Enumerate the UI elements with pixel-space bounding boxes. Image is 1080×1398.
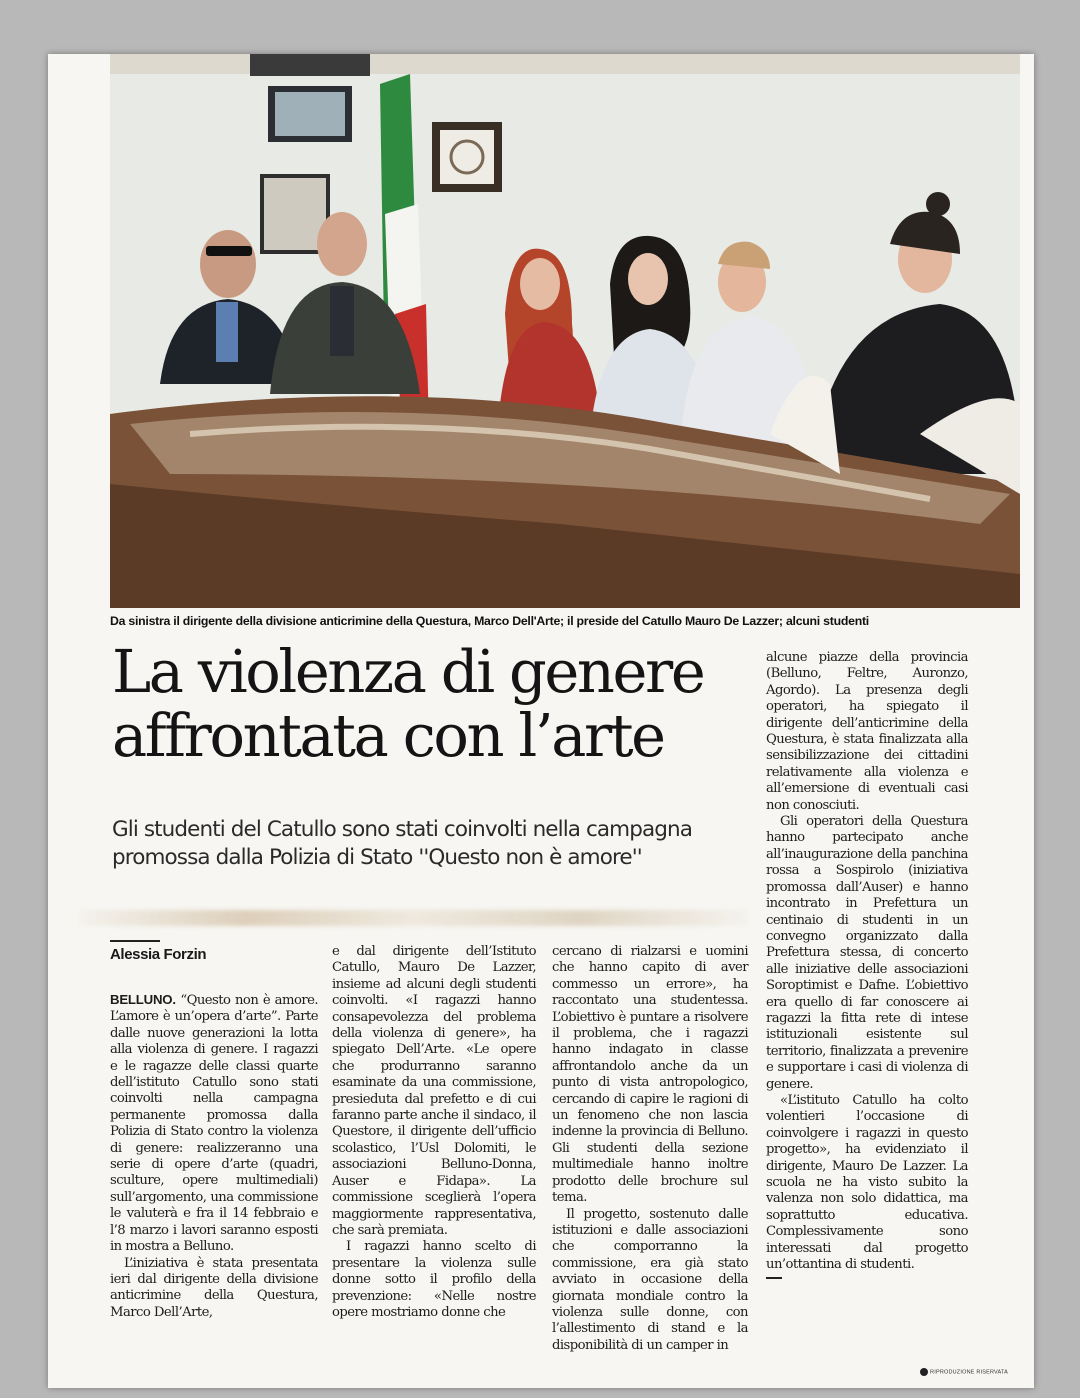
end-mark [766, 1277, 782, 1279]
byline: Alessia Forzin [110, 946, 207, 963]
newspaper-page [48, 54, 1034, 1388]
photo-illustration [110, 54, 1020, 608]
article-paragraph: cercano di rialzarsi e uomini che hanno capito di aver commesso un errore», ha raccontato una studentessa. L’obiettivo è puntare a risolvere il problema, che i ragazzi hanno indagato in classe affrontandolo anche da un punto di vista antropologico, cercando di capire le ragioni di un fenomeno che non lascia indenne la provincia di Belluno. Gli studenti della sezione multimediale hanno inoltre prodotto delle brochure sul tema. [552, 944, 748, 1206]
subheadline: Gli studenti del Catullo sono stati coinvolti nella campagna promossa dalla Polizia di Stato ''Questo non è amore'' [112, 817, 692, 870]
article-paragraph: I ragazzi hanno scelto di presentare la violenza sulle donne sotto il profilo della prevenzione: «Nelle nostre opere mostriamo donne che [332, 1239, 536, 1320]
byline-rule [110, 940, 160, 942]
article-paragraph: Gli operatori della Questura hanno partecipato anche all’inaugurazione della panchina rossa a Sospirolo (iniziativa promossa dall’Auser) e hanno incontrato in Prefettura un centinaio di studenti in un convegno organizzato dalla Prefettura stessa, di concerto alle iniziative delle associazioni Soroptimist e Dafne. L’obiettivo era quello di far conoscere ai ragazzi la fitta rete di intese istituzionali esistente sul territorio, finalizzata a prevenire e supportare i casi di violenza di genere. [766, 814, 968, 1092]
article-photo [110, 54, 1020, 608]
photo-caption: Da sinistra il dirigente della divisione anticrimine della Questura, Marco Dell'Arte; il preside del Catullo Mauro De Lazzer; alcuni studenti [110, 614, 869, 628]
article-column-4 [766, 650, 968, 1279]
article-paragraph: Il progetto, sostenuto dalle istituzioni e dalle associazioni che comporranno la commissione, era già stato avviato in occasione della giornata mondiale contro la violenza sulle donne, con l’allestimento di stand e la disponibilità di un camper in [552, 1206, 748, 1353]
copyright-notice: RIPRODUZIONE RISERVATA [920, 1368, 1008, 1376]
dateline: BELLUNO. [110, 992, 176, 1007]
article-paragraph: L’iniziativa è stata presentata ieri dal dirigente della divisione anticrimine della Questura, Marco Dell’Arte, [110, 1255, 318, 1320]
article-column-3 [552, 944, 748, 1354]
article-paragraph: BELLUNO. “Questo non è amore. L’amore è un’opera d’arte”. Parte dalle nuove generazioni la lotta alla violenza di genere. I ragazzi e le ragazze delle classi quarte dell’istituto Catullo sono stati coinvolti nella campagna permanente promossa dalla Polizia di Stato contro la violenza di genere: realizzeranno una serie di opere d’arte (quadri, sculture, opere multimediali) sull’argomento, una commissione le valuterà e fra il 14 febbraio e l’8 marzo i lavori saranno esposti in mostra a Belluno. [110, 992, 318, 1255]
article-paragraph: «L’istituto Catullo ha colto volentieri l’occasione di coinvolgere i ragazzi in questo progetto», ha evidenziato il dirigente, Mauro De Lazzer. La scuola ne ha visto subito la valenza non solo didattica, ma soprattutto educativa. Complessivamente sono interessati dal progetto un’ottantina di studenti. [766, 1092, 968, 1273]
article-paragraph: alcune piazze della provincia (Belluno, Feltre, Auronzo, Agordo). La presenza degli operatori, ha spiegato il dirigente dell’anticrimine della Questura, è stata finalizzata alla sensibilizzazione dei cittadini relativamente alla violenza e all’emersione di eventuali casi non conosciuti. [766, 650, 968, 813]
article-paragraph: e dal dirigente dell’Istituto Catullo, Mauro De Lazzer, insieme ad alcuni degli studenti coinvolti. «I ragazzi hanno consapevolezza del problema della violenza di genere», ha spiegato Dell’Arte. «Le opere che produrranno saranno esaminate da una commissione, presieduta dal prefetto e di cui faranno parte anche il sindaco, il Questore, il dirigente dell’ufficio scolastico, l’Usl Dolomiti, le associazioni Belluno-Donna, Auser e Fidapa». La commissione sceglierà l’opera maggiormente rappresentativa, che sarà premiata. [332, 944, 536, 1238]
paper-fold-mark [78, 910, 748, 926]
article-column-2 [332, 944, 536, 1321]
headline: La violenza di genere affrontata con l’arte [112, 637, 704, 770]
article-column-1 [110, 992, 318, 1321]
copyright-icon [920, 1368, 928, 1376]
